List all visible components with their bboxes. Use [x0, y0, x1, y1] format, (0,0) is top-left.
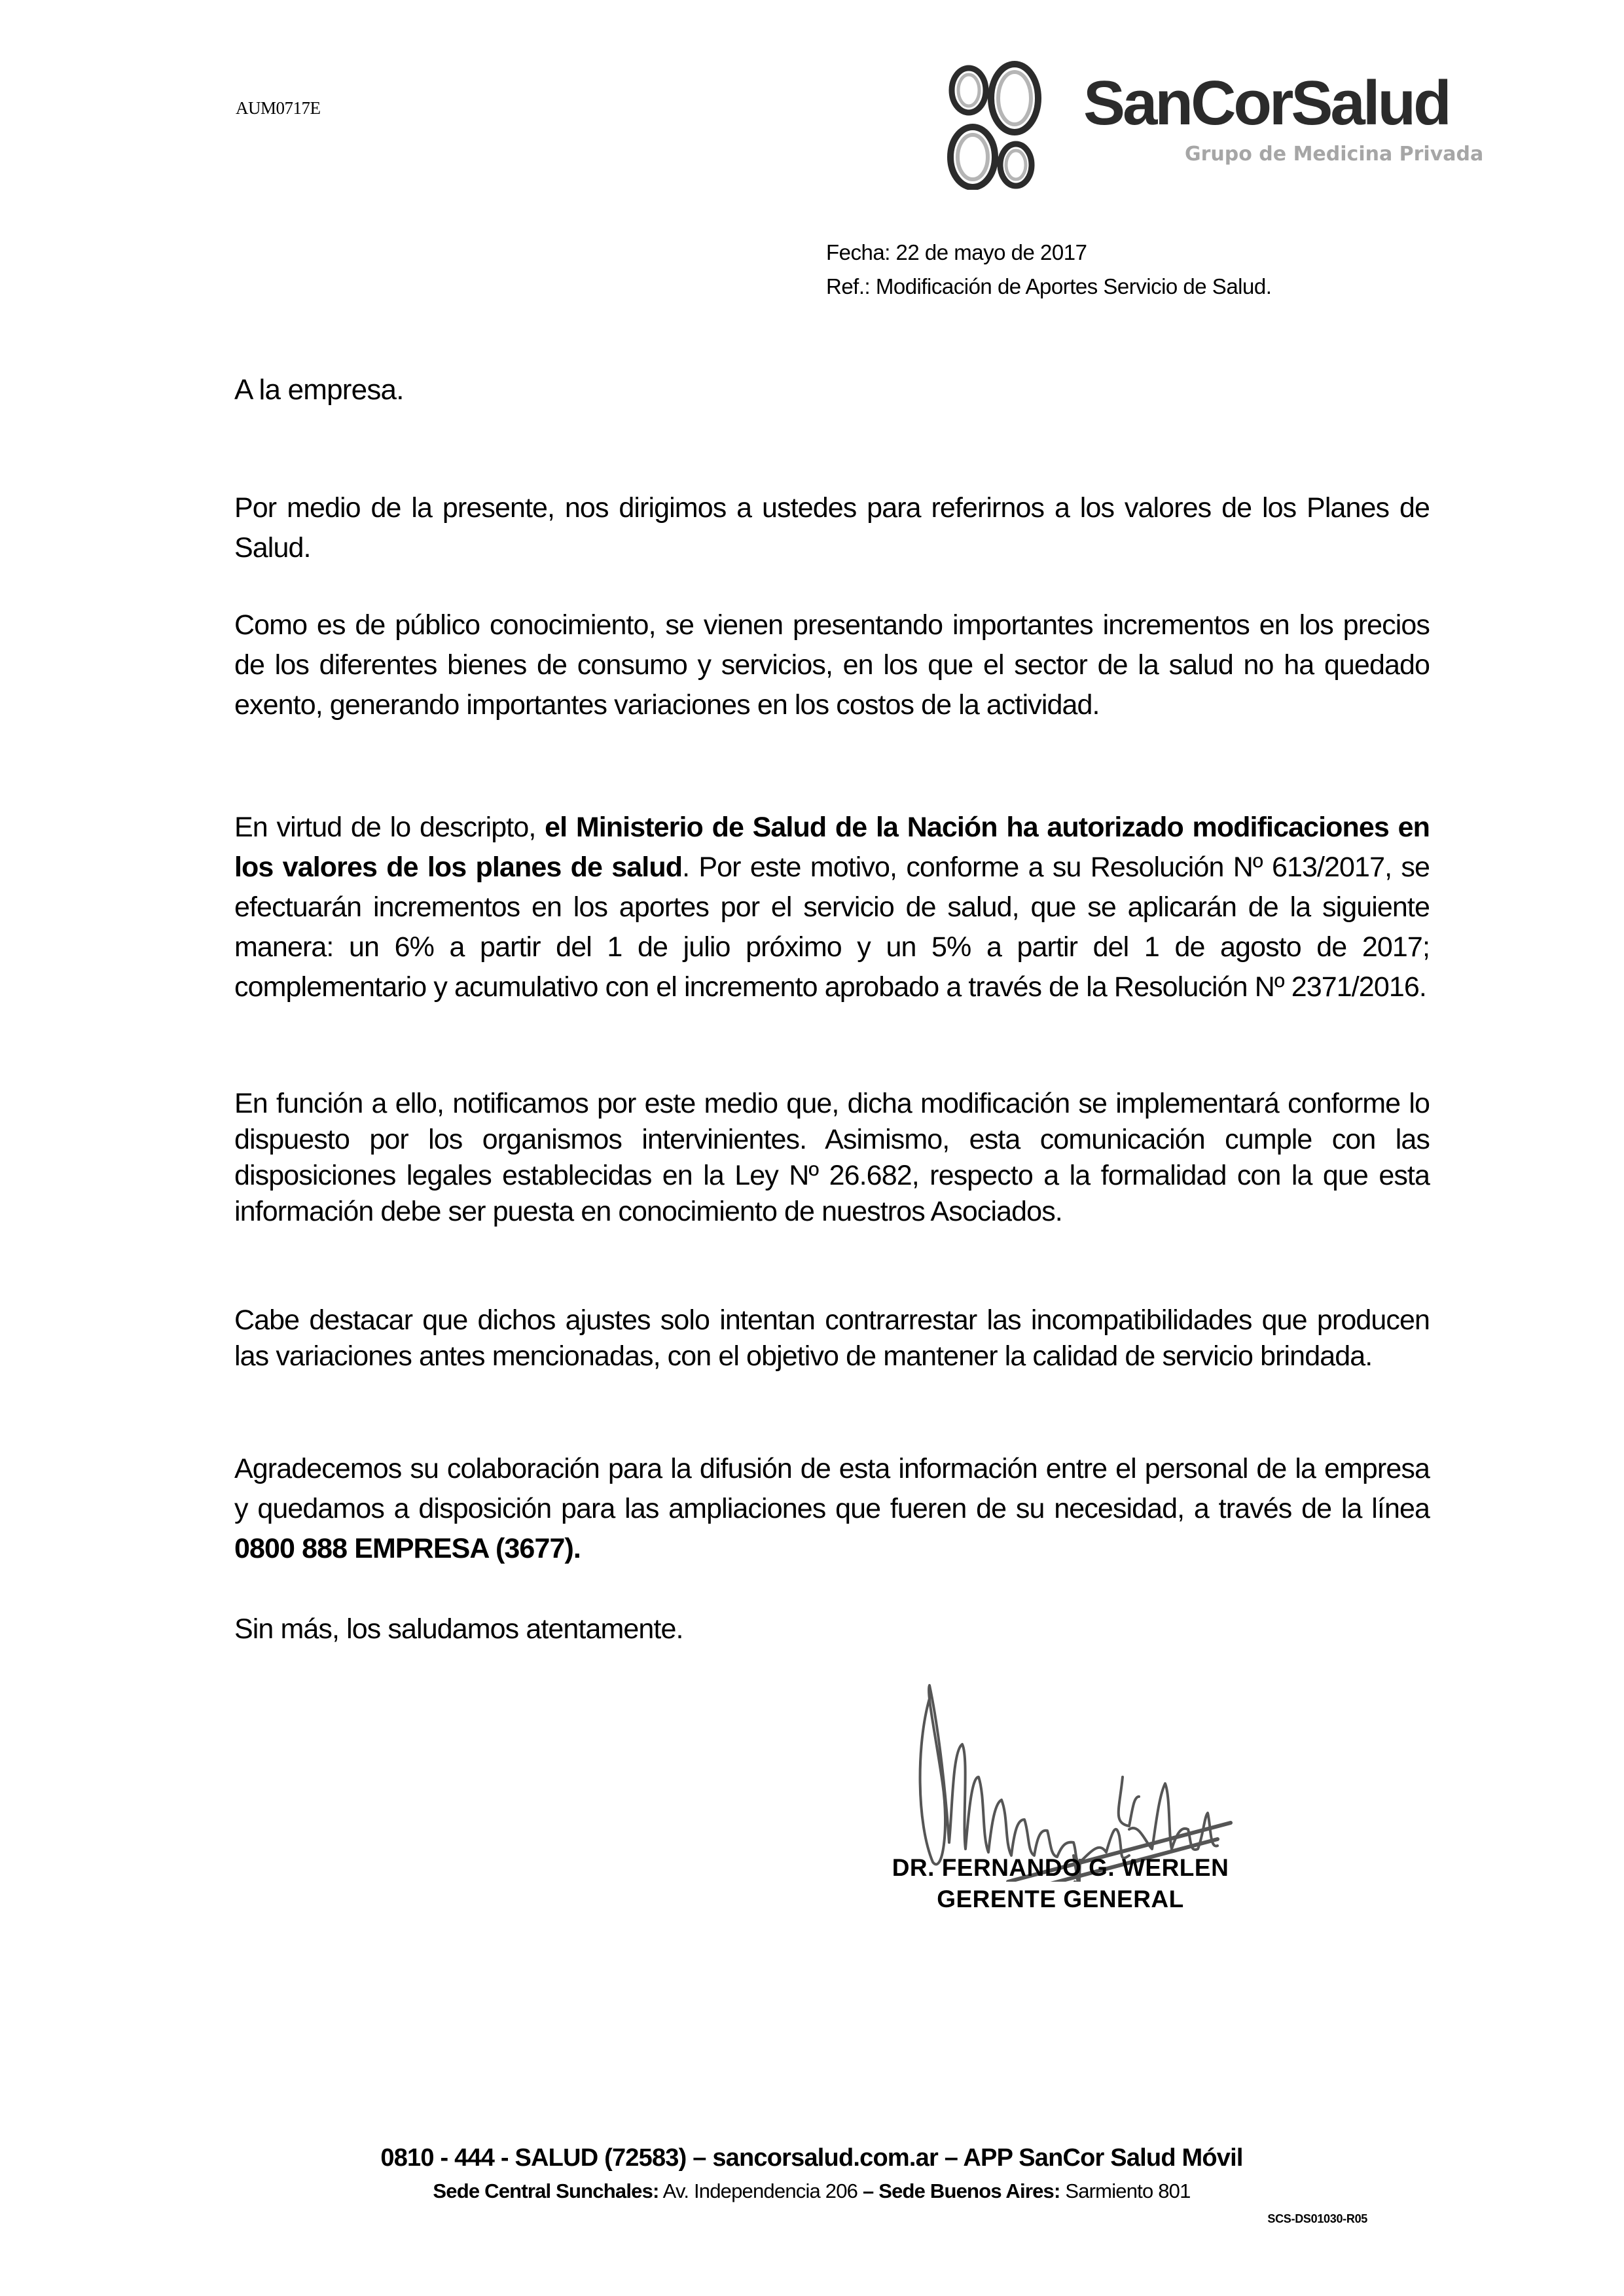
phone-line: 0800 888 EMPRESA (3677).: [234, 1533, 581, 1564]
paragraph-intro: [234, 488, 1430, 568]
paragraph-thanks: [234, 1449, 1430, 1569]
signatory-title: GERENTE GENERAL: [937, 1886, 1184, 1912]
footer-contact: 0810 - 444 - SALUD (72583) – sancorsalud.com.ar – APP SanCor Salud Móvil: [380, 2144, 1243, 2172]
paragraph-resolution: [234, 808, 1430, 1007]
paragraph-text-start: Agradecemos su colaboración para la difusión de esta información entre el personal de la empresa y quedamos a disposición para las ampliaciones que fueren de su necesidad, a través de la línea: [234, 1453, 1430, 1524]
ba-address: Sarmiento 801: [1060, 2179, 1191, 2202]
ba-label: – Sede Buenos Aires:: [862, 2179, 1060, 2202]
paragraph-text: En función a ello, notificamos por este medio que, dicha modificación se implementará conforme lo dispuesto por los organismos intervinientes. Asimismo, esta comunicación cumple con las disposiciones legales establecidas en la Ley Nº 26.682, respecto a la formalidad con la que esta información debe ser puesta en conocimiento de nuestros Asociados.: [234, 1088, 1430, 1227]
signatory-name: DR. FERNANDO G. WERLEN: [892, 1854, 1229, 1881]
paragraph-text: Cabe destacar que dichos ajustes solo intentan contrarrestar las incompatibilidades que producen las variaciones antes mencionadas, con el objetivo de mantener la calidad de servicio brindada.: [234, 1304, 1430, 1372]
salutation: A la empresa.: [234, 374, 404, 406]
sancor-salud-logo: [943, 59, 1492, 190]
logo-tagline: Grupo de Medicina Privada: [1185, 143, 1484, 166]
paragraph-text: [234, 1449, 1430, 1569]
paragraph-adjustments: [234, 1302, 1430, 1374]
paragraph-text-end: . Por este motivo, conforme a su Resolución Nº 613/2017, se efectuarán incrementos en los aportes por el servicio de salud, que se aplicarán de la siguiente manera: un 6% a partir del 1 de julio próximo y un 5% a partir del 1 de agosto de 2017; complementario y acumulativo con el incremento aprobado a través de la Resolución Nº 2371/2016.: [234, 852, 1430, 1003]
paragraph-text: Por medio de la presente, nos dirigimos a ustedes para referirnos a los valores de los Planes de Salud.: [234, 492, 1430, 564]
paragraph-context: [234, 605, 1430, 725]
paragraph-text-start: En virtud de lo descripto,: [234, 812, 545, 843]
document-code: AUM0717E: [236, 98, 321, 118]
paragraph-notification: [234, 1086, 1430, 1230]
paragraph-text: [234, 808, 1430, 1007]
letter-meta: [826, 236, 1271, 304]
paragraph-text: Como es de público conocimiento, se vienen presentando importantes incrementos en los precios de los diferentes bienes de consumo y servicios, en los que el sector de la salud no ha quedado exento, generando importantes variaciones en los costos de la actividad.: [234, 609, 1430, 721]
reference-line: Ref.: Modificación de Aportes Servicio de Salud.: [826, 274, 1272, 298]
hq-label: Sede Central Sunchales:: [433, 2179, 659, 2202]
document-id: SCS-DS01030-R05: [1267, 2212, 1367, 2225]
logo-brand-name: SanCorSalud: [1083, 68, 1449, 138]
signatory: [864, 1852, 1257, 1915]
handwritten-signature: [890, 1666, 1257, 1882]
logo-rings-icon: [943, 59, 1074, 190]
footer-addresses: [288, 2179, 1335, 2203]
closing: Sin más, los saludamos atentamente.: [234, 1613, 683, 1645]
hq-address: Av. Independencia 206: [659, 2179, 863, 2202]
date-line: Fecha: 22 de mayo de 2017: [826, 240, 1087, 264]
paragraph-text-bold: el Ministerio de Salud de la Nación ha autorizado modificaciones en los valores de los planes de salud: [234, 812, 1430, 883]
